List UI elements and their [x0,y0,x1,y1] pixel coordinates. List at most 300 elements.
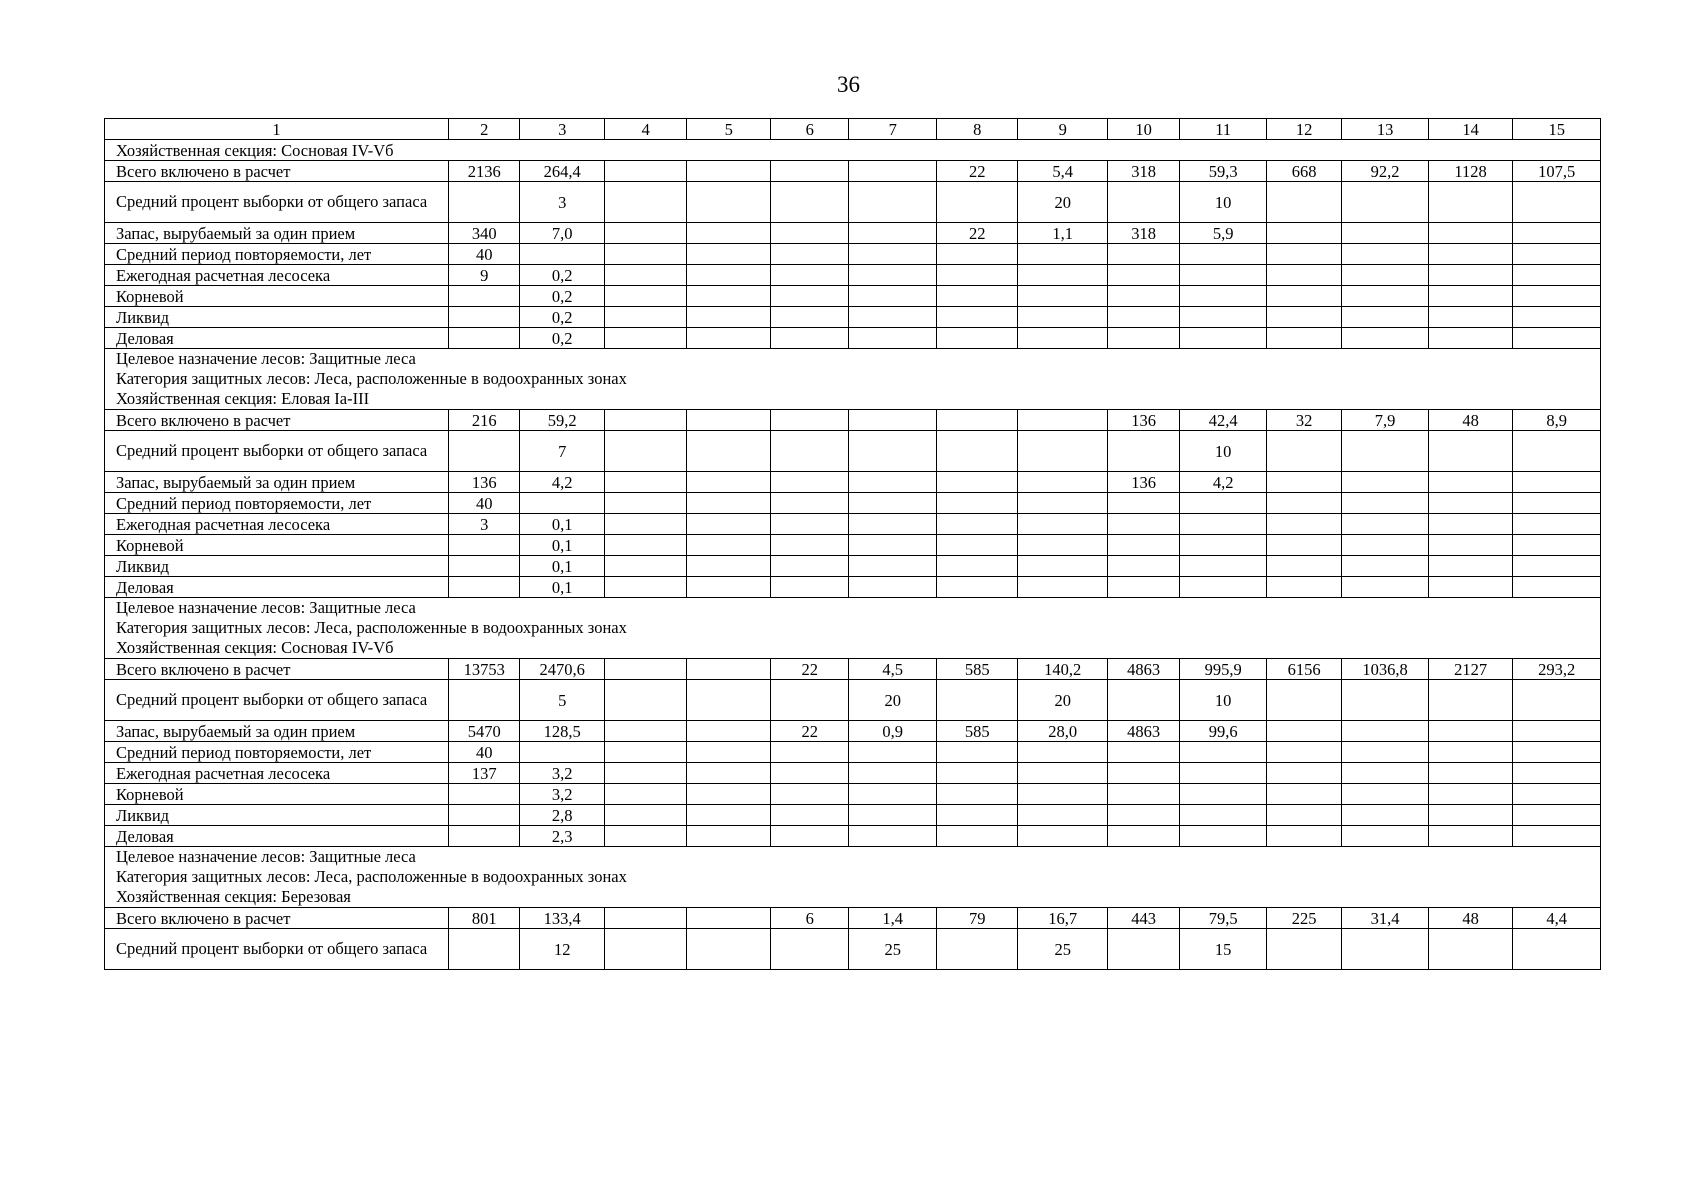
table-cell: 25 [1018,929,1108,970]
column-number-5: 5 [687,119,771,140]
table-cell: 40 [449,493,520,514]
table-cell [1107,763,1179,784]
table-row [105,244,1601,265]
table-cell [1018,763,1108,784]
table-cell: 10 [1180,431,1267,472]
table-cell [687,410,771,431]
table-cell [604,161,686,182]
table-cell [449,929,520,970]
table-cell [849,742,937,763]
table-row [105,763,1601,784]
table-cell [687,265,771,286]
table-cell [1018,328,1108,349]
table-cell [849,535,937,556]
table-cell: 3 [449,514,520,535]
row-label: Корневой [105,535,449,556]
table-cell [1342,929,1429,970]
table-cell: 0,2 [520,328,605,349]
table-cell [770,472,848,493]
row-label: Ликвид [105,805,449,826]
table-cell: 22 [770,659,848,680]
table-cell [770,826,848,847]
table-cell [1342,431,1429,472]
table-cell: 48 [1428,908,1513,929]
header-row [105,119,1601,140]
table-cell: 585 [936,721,1017,742]
table-cell [1107,742,1179,763]
table-cell: 133,4 [520,908,605,929]
table-row [105,182,1601,223]
section-line: Целевое назначение лесов: Защитные леса [116,349,416,368]
table-cell [1180,805,1267,826]
table-cell [770,286,848,307]
table-cell [604,182,686,223]
table-cell [604,659,686,680]
table-cell [687,659,771,680]
table-cell [849,161,937,182]
table-cell [849,182,937,223]
section-header [105,349,1601,410]
section-line: Категория защитных лесов: Леса, расположенные в водоохранных зонах [116,369,627,388]
table-row [105,826,1601,847]
table-cell: 136 [449,472,520,493]
table-cell [687,328,771,349]
table-cell [1428,763,1513,784]
table-cell [1107,265,1179,286]
table-cell: 1128 [1428,161,1513,182]
table-cell [1180,328,1267,349]
table-cell [770,763,848,784]
table-row [105,493,1601,514]
table-cell: 137 [449,763,520,784]
table-cell: 2127 [1428,659,1513,680]
table-cell: 59,2 [520,410,605,431]
table-cell [1180,556,1267,577]
table-cell [770,535,848,556]
table-cell [1428,307,1513,328]
table-cell: 79,5 [1180,908,1267,929]
table-cell [1107,307,1179,328]
table-cell [1018,286,1108,307]
table-cell [1266,514,1341,535]
table-cell [770,514,848,535]
table-row [105,265,1601,286]
table-cell [1342,307,1429,328]
table-cell [449,556,520,577]
table-row [105,805,1601,826]
row-label: Деловая [105,577,449,598]
table-row [105,514,1601,535]
table-cell: 22 [936,161,1017,182]
table-cell [1180,826,1267,847]
table-cell [1180,286,1267,307]
table-cell [770,161,848,182]
table-cell [849,223,937,244]
section-line: Категория защитных лесов: Леса, расположенные в водоохранных зонах [116,867,627,886]
table-cell [449,328,520,349]
table-cell [1342,286,1429,307]
table-cell [1428,223,1513,244]
table-cell [1428,784,1513,805]
table-cell: 4863 [1107,721,1179,742]
table-cell [1342,328,1429,349]
table-cell [849,472,937,493]
table-cell [1266,826,1341,847]
table-cell [1018,577,1108,598]
table-cell [449,577,520,598]
table-cell [687,307,771,328]
table-cell [770,182,848,223]
table-cell [1018,265,1108,286]
table-cell [1342,805,1429,826]
table-cell: 1036,8 [1342,659,1429,680]
table-cell: 128,5 [520,721,605,742]
table-cell [936,286,1017,307]
row-label: Средний период повторяемости, лет [105,493,449,514]
table-cell [1266,929,1341,970]
table-cell: 20 [1018,182,1108,223]
table-cell [1428,328,1513,349]
table-cell: 3,2 [520,763,605,784]
table-cell [1266,577,1341,598]
table-cell [1342,556,1429,577]
table-cell: 79 [936,908,1017,929]
table-cell [1180,577,1267,598]
table-cell: 340 [449,223,520,244]
table-cell: 92,2 [1342,161,1429,182]
table-cell [849,286,937,307]
table-cell [1513,680,1601,721]
table-cell [604,577,686,598]
table-cell [687,763,771,784]
table-cell [770,410,848,431]
table-cell: 22 [770,721,848,742]
row-label: Запас, вырубаемый за один прием [105,472,449,493]
table-cell [604,805,686,826]
table-cell: 318 [1107,161,1179,182]
table-cell: 32 [1266,410,1341,431]
table-cell: 0,1 [520,514,605,535]
table-cell: 20 [1018,680,1108,721]
table-cell [1018,493,1108,514]
table-cell: 9 [449,265,520,286]
table-cell [770,328,848,349]
table-cell [687,556,771,577]
table-cell [1342,493,1429,514]
table-cell: 42,4 [1180,410,1267,431]
table-cell [604,493,686,514]
table-cell [1428,182,1513,223]
table-cell [449,784,520,805]
section-header [105,847,1601,908]
table-cell [1180,763,1267,784]
table-row [105,223,1601,244]
table-cell [604,286,686,307]
table-cell [849,514,937,535]
table-cell [1018,784,1108,805]
table-cell [1018,805,1108,826]
table-cell [604,929,686,970]
table-cell [1342,472,1429,493]
table-cell [849,244,937,265]
table-cell [1266,265,1341,286]
table-row [105,535,1601,556]
table-cell: 668 [1266,161,1341,182]
column-number-13: 13 [1342,119,1429,140]
table-cell [687,286,771,307]
table-cell [1180,244,1267,265]
table-cell [687,721,771,742]
table-cell [604,328,686,349]
table-cell [1107,556,1179,577]
table-cell [687,223,771,244]
table-cell [604,431,686,472]
table-cell [1180,493,1267,514]
table-cell [1018,514,1108,535]
table-cell [1428,805,1513,826]
table-cell [687,826,771,847]
table-cell: 99,6 [1180,721,1267,742]
table-cell: 10 [1180,182,1267,223]
table-cell [1018,307,1108,328]
table-cell [449,286,520,307]
column-number-10: 10 [1107,119,1179,140]
section-line: Хозяйственная секция: Сосновая IV-Vб [116,140,394,160]
table-cell [687,244,771,265]
table-row [105,659,1601,680]
table-cell [1428,577,1513,598]
table-cell [1266,721,1341,742]
table-row [105,556,1601,577]
table-cell: 801 [449,908,520,929]
table-cell [1513,784,1601,805]
table-row [105,472,1601,493]
table-cell [1107,244,1179,265]
table-cell [849,577,937,598]
column-number-4: 4 [604,119,686,140]
table-cell [1266,286,1341,307]
table-cell: 13753 [449,659,520,680]
table-cell [770,493,848,514]
table-cell [770,805,848,826]
row-label: Средний процент выборки от общего запаса [105,680,449,721]
table-cell: 140,2 [1018,659,1108,680]
table-cell [1428,556,1513,577]
table-cell: 1,4 [849,908,937,929]
section-header-row [105,140,1601,161]
table-cell [936,680,1017,721]
table-cell [1342,680,1429,721]
table-cell [1107,514,1179,535]
table-cell [849,307,937,328]
column-number-7: 7 [849,119,937,140]
table-cell: 25 [849,929,937,970]
table-cell [936,929,1017,970]
table-body [105,119,1601,970]
table-cell [1266,784,1341,805]
table-cell [687,742,771,763]
table-cell [1266,680,1341,721]
table-cell: 48 [1428,410,1513,431]
table-cell [1018,472,1108,493]
table-cell: 0,1 [520,577,605,598]
table-cell: 6156 [1266,659,1341,680]
table-row [105,410,1601,431]
table-cell: 3,2 [520,784,605,805]
row-label: Всего включено в расчет [105,161,449,182]
table-cell [604,535,686,556]
table-cell: 6 [770,908,848,929]
table-row [105,431,1601,472]
column-number-12: 12 [1266,119,1341,140]
table-cell [1018,535,1108,556]
table-cell [936,577,1017,598]
table-cell [1266,182,1341,223]
table-cell [1513,472,1601,493]
column-number-11: 11 [1180,119,1267,140]
table-cell [1513,742,1601,763]
table-cell [770,784,848,805]
table-cell [849,805,937,826]
table-cell [1107,826,1179,847]
table-cell [687,805,771,826]
column-number-3: 3 [520,119,605,140]
table-row [105,929,1601,970]
table-cell [687,535,771,556]
table-cell: 107,5 [1513,161,1601,182]
table-cell [1513,223,1601,244]
table-cell [849,328,937,349]
table-cell [1266,763,1341,784]
table-cell [936,742,1017,763]
table-cell [687,514,771,535]
table-cell [604,826,686,847]
table-cell [604,307,686,328]
table-cell [1266,307,1341,328]
table-cell [1428,535,1513,556]
table-cell [770,680,848,721]
table-cell: 585 [936,659,1017,680]
table-cell [1180,535,1267,556]
table-cell: 0,2 [520,307,605,328]
table-cell [770,577,848,598]
table-cell [1266,328,1341,349]
table-cell [1428,680,1513,721]
table-cell [604,784,686,805]
table-cell [1513,514,1601,535]
table-cell [520,244,605,265]
column-number-1: 1 [105,119,449,140]
section-line: Хозяйственная секция: Сосновая IV-Vб [116,638,394,657]
table-cell: 20 [849,680,937,721]
table-cell [604,244,686,265]
table-cell [849,784,937,805]
table-cell [1428,514,1513,535]
table-cell [849,265,937,286]
table-cell [604,721,686,742]
table-cell: 216 [449,410,520,431]
table-cell [1342,742,1429,763]
table-cell [1513,535,1601,556]
table-cell [770,431,848,472]
row-label: Средний процент выборки от общего запаса [105,431,449,472]
section-line: Хозяйственная секция: Березовая [116,887,351,906]
table-cell [604,763,686,784]
row-label: Средний процент выборки от общего запаса [105,182,449,223]
table-cell [936,784,1017,805]
table-cell [1342,763,1429,784]
table-cell [770,223,848,244]
table-cell: 4863 [1107,659,1179,680]
table-cell [1342,784,1429,805]
row-label: Ликвид [105,556,449,577]
table-cell [1428,286,1513,307]
table-cell: 5,9 [1180,223,1267,244]
table-cell [936,472,1017,493]
table-cell [1107,286,1179,307]
table-row [105,161,1601,182]
table-cell [936,182,1017,223]
table-cell: 0,2 [520,286,605,307]
section-header-row [105,598,1601,659]
table-cell [520,742,605,763]
row-label: Корневой [105,286,449,307]
table-cell: 7 [520,431,605,472]
table-cell [936,535,1017,556]
table-row [105,742,1601,763]
table-cell [1342,535,1429,556]
column-number-15: 15 [1513,119,1601,140]
table-cell: 28,0 [1018,721,1108,742]
table-cell [849,763,937,784]
table-cell [1342,577,1429,598]
table-row [105,577,1601,598]
table-cell [449,182,520,223]
table-cell [1513,493,1601,514]
table-cell [1513,577,1601,598]
table-cell [1180,265,1267,286]
table-cell: 1,1 [1018,223,1108,244]
table-cell [1342,223,1429,244]
table-cell [1513,556,1601,577]
table-cell [449,307,520,328]
table-cell [936,307,1017,328]
table-cell [770,307,848,328]
table-row [105,680,1601,721]
table-cell: 136 [1107,472,1179,493]
table-cell [936,410,1017,431]
table-cell [1513,929,1601,970]
row-label: Деловая [105,826,449,847]
table-cell [849,826,937,847]
table-cell [604,514,686,535]
table-cell: 4,2 [520,472,605,493]
row-label: Ликвид [105,307,449,328]
table-cell [1018,826,1108,847]
table-cell: 5,4 [1018,161,1108,182]
table-cell: 22 [936,223,1017,244]
table-cell [936,556,1017,577]
table-cell [1180,514,1267,535]
table-cell: 225 [1266,908,1341,929]
table-cell [936,514,1017,535]
column-number-9: 9 [1018,119,1108,140]
section-line: Категория защитных лесов: Леса, расположенные в водоохранных зонах [116,618,627,637]
table-cell: 59,3 [1180,161,1267,182]
column-number-2: 2 [449,119,520,140]
table-cell [1513,721,1601,742]
cutting-volume-table [104,118,1601,970]
